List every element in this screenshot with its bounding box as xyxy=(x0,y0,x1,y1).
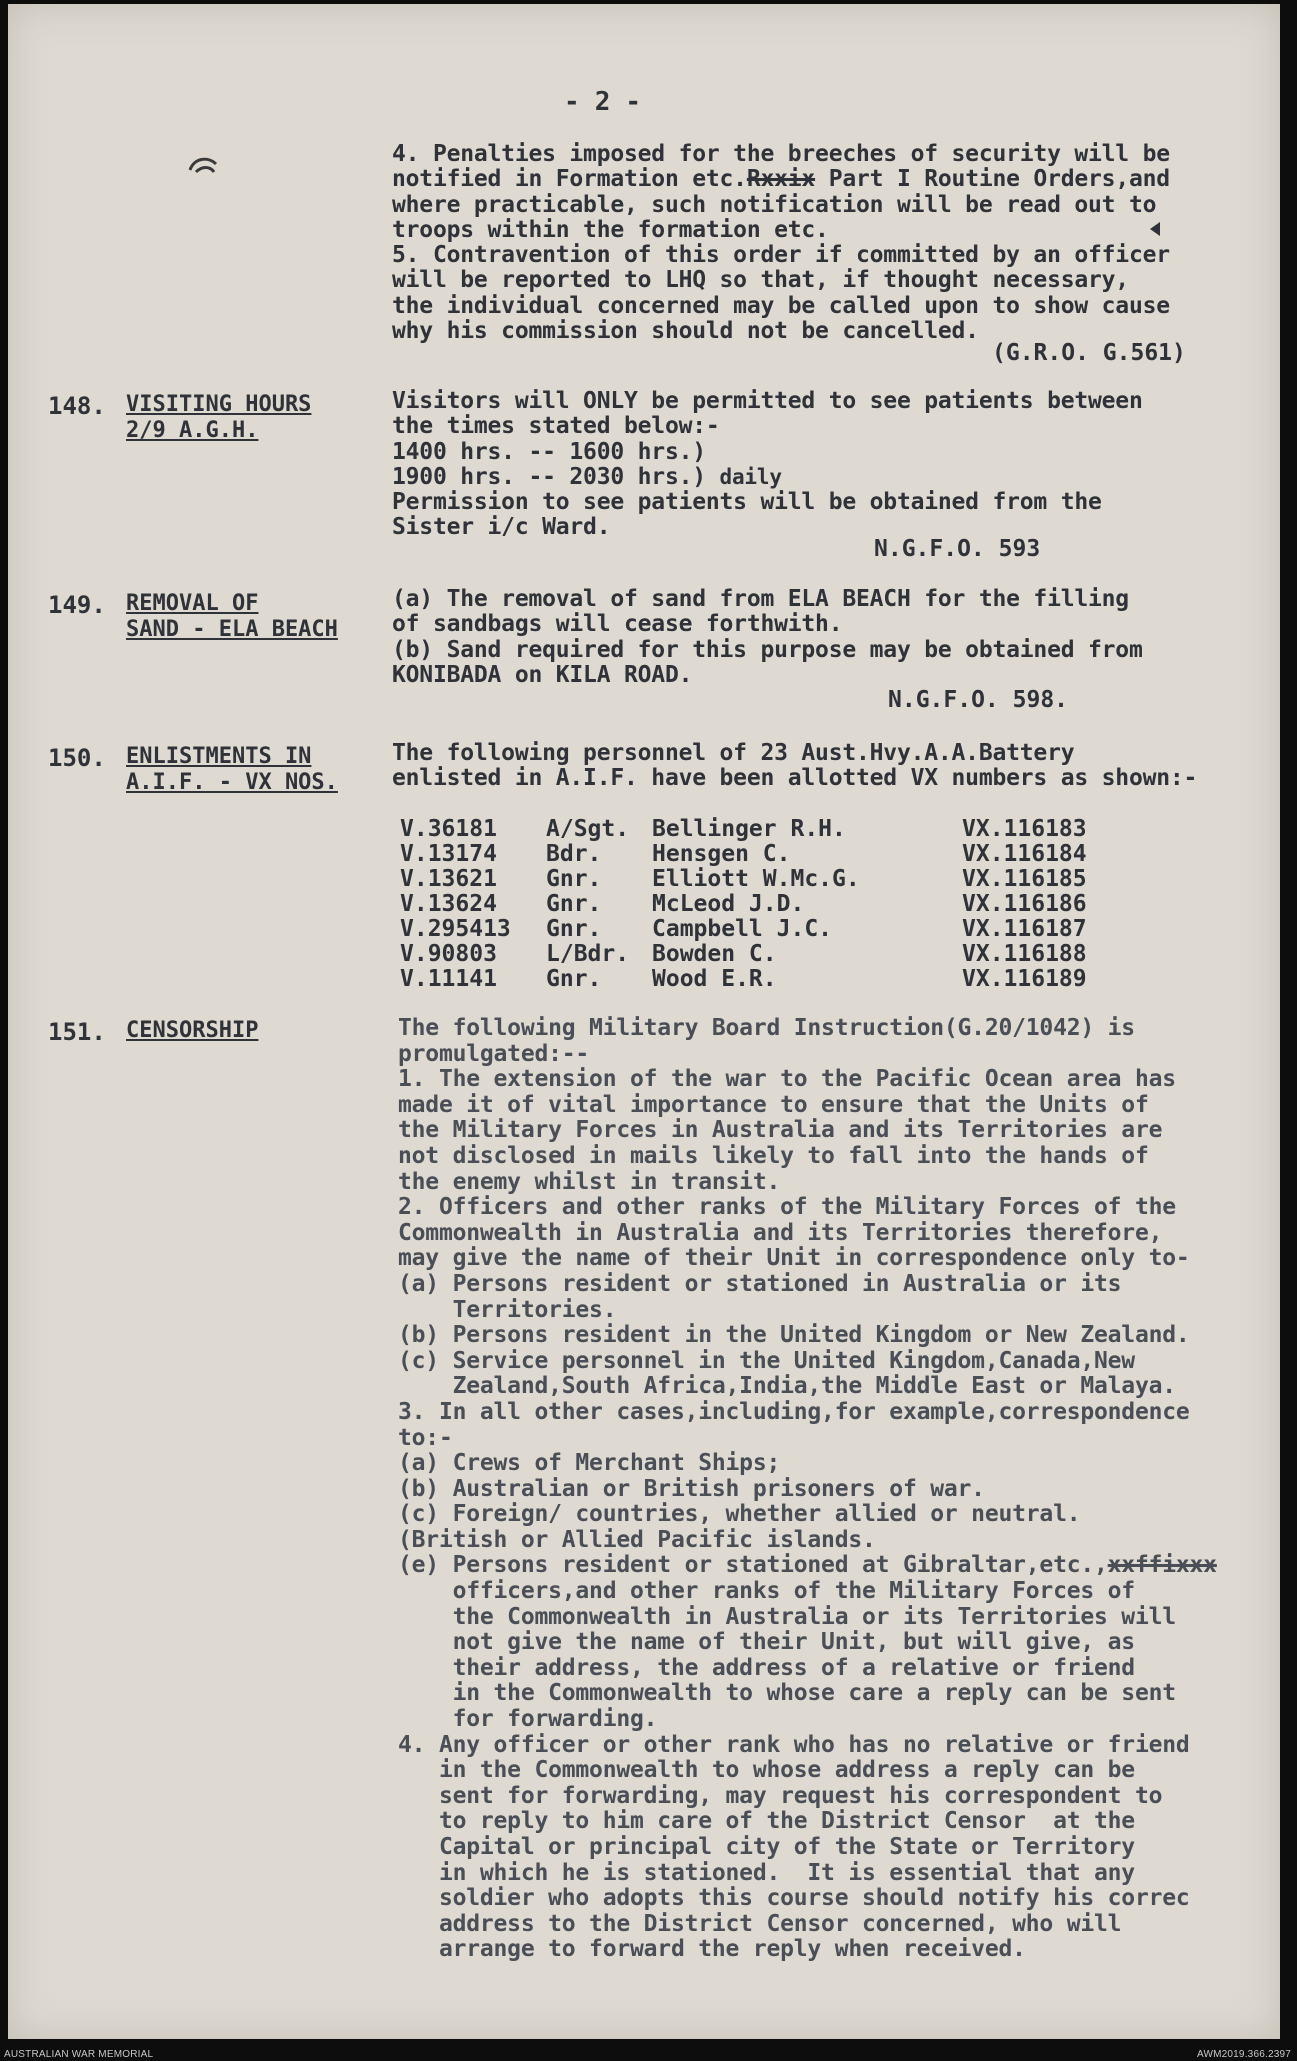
personnel-old: V.295413 xyxy=(400,916,511,942)
intro-line: where practicable, such notification will be read out to xyxy=(392,191,1157,218)
personnel-vx: VX.116187 xyxy=(962,916,1087,942)
body-line: 1400 hrs. -- 1600 hrs.) xyxy=(392,438,706,465)
intro-text: Part I Routine Orders,and xyxy=(815,166,1170,193)
body-line: address to the District Censor concerned, who will xyxy=(398,1910,1122,1937)
heading-line: VISITING HOURS xyxy=(126,392,312,417)
section-150-number: 150. xyxy=(48,744,106,772)
intro-text: notified in Formation etc. xyxy=(392,166,747,193)
personnel-rank: Gnr. xyxy=(546,966,602,992)
body-line: enlisted in A.I.F. have been allotted VX numbers as shown:- xyxy=(392,765,1198,792)
body-line: not disclosed in mails likely to fall into the hands of xyxy=(398,1142,1149,1169)
footer-archive-label: AUSTRALIAN WAR MEMORIAL xyxy=(4,2049,154,2060)
pencil-mark-icon xyxy=(186,152,222,178)
section-148-reference: N.G.F.O. 593 xyxy=(874,536,1041,562)
body-line: (b) Australian or British prisoners of war. xyxy=(398,1475,985,1502)
personnel-row xyxy=(400,867,1102,892)
body-line: may give the name of their Unit in correspondence only to- xyxy=(398,1245,1190,1272)
personnel-rank: A/Sgt. xyxy=(546,816,630,842)
body-line: Capital or principal city of the State or Territory xyxy=(398,1834,1135,1860)
body-line: (a) Persons resident or stationed in Australia or its xyxy=(398,1270,1122,1297)
personnel-old: V.11141 xyxy=(400,966,497,992)
body-line: (c) Service personnel in the United Kingdom,Canada,New xyxy=(398,1347,1135,1374)
personnel-name: McLeod J.D. xyxy=(652,891,805,917)
body-line: The following Military Board Instruction(G.20/1042) is xyxy=(398,1015,1135,1041)
page-number: - 2 - xyxy=(564,87,641,117)
body-line: (a) The removal of sand from ELA BEACH for the filling xyxy=(392,586,1129,612)
section-151-body xyxy=(398,1016,1278,1963)
body-line: of sandbags will cease forthwith. xyxy=(392,611,843,638)
body-line: 4. Any officer or other rank who has no relative or friend xyxy=(398,1731,1190,1758)
personnel-old: V.36181 xyxy=(400,816,497,842)
document-page xyxy=(8,4,1280,2039)
section-149-number: 149. xyxy=(48,591,106,619)
body-line: (b) Persons resident in the United Kingdom or New Zealand. xyxy=(398,1322,1190,1349)
intro-line: the individual concerned may be called upon to show cause xyxy=(392,292,1170,319)
daily-label: daily xyxy=(719,464,782,489)
personnel-name: Wood E.R. xyxy=(652,966,777,992)
personnel-vx: VX.116189 xyxy=(962,966,1087,992)
body-line: the enemy whilst in transit. xyxy=(398,1168,781,1195)
section-151-number: 151. xyxy=(48,1018,106,1046)
personnel-rank: Gnr. xyxy=(546,891,602,917)
personnel-row xyxy=(400,917,1102,942)
personnel-vx: VX.116188 xyxy=(962,941,1087,967)
body-line: arrange to forward the reply when received. xyxy=(398,1936,1026,1963)
body-line: not give the name of their Unit, but will give, as xyxy=(398,1629,1135,1656)
personnel-row xyxy=(400,817,1102,842)
personnel-old: V.13621 xyxy=(400,866,497,892)
personnel-rank: L/Bdr. xyxy=(546,941,630,967)
body-line: in the Commonwealth to whose address a reply can be xyxy=(398,1757,1135,1784)
intro-line: will be reported to LHQ so that, if thought necessary, xyxy=(392,267,1129,294)
body-line: sent for forwarding, may request his correspondent to xyxy=(398,1782,1163,1809)
section-148-number: 148. xyxy=(48,392,106,420)
footer-accession-number: AWM2019.366.2397 xyxy=(1196,2049,1291,2060)
body-line: made it of vital importance to ensure that the Units of xyxy=(398,1091,1149,1118)
body-line: soldier who adopts this course should notify his correc xyxy=(398,1885,1190,1912)
intro-line: 4. Penalties imposed for the breeches of security will be xyxy=(392,141,1170,167)
struck-text: xxffixxx xyxy=(1107,1552,1217,1579)
personnel-row xyxy=(400,842,1102,867)
body-line: Permission to see patients will be obtained from the xyxy=(392,489,1102,516)
intro-line xyxy=(392,167,1272,192)
heading-line: A.I.F. - VX NOS. xyxy=(126,770,338,795)
personnel-name: Bowden C. xyxy=(652,941,777,967)
body-line: in which he is stationed. It is essential that any xyxy=(398,1859,1135,1886)
body-text: (e) Persons resident or stationed at Gibraltar,etc., xyxy=(398,1552,1108,1579)
body-line: (British or Allied Pacific islands. xyxy=(398,1526,876,1553)
personnel-vx: VX.116185 xyxy=(962,866,1087,892)
personnel-rank: Bdr. xyxy=(546,841,602,867)
body-line: for forwarding. xyxy=(398,1706,658,1733)
body-line: (c) Foreign/ countries, whether allied or neutral. xyxy=(398,1501,1081,1528)
personnel-old: V.13174 xyxy=(400,841,497,867)
arrow-mark-icon xyxy=(1146,220,1164,238)
intro-paragraph xyxy=(392,142,1272,344)
body-line: the Commonwealth in Australia or its Territories will xyxy=(398,1603,1176,1630)
personnel-rank: Gnr. xyxy=(546,866,602,892)
personnel-old: V.13624 xyxy=(400,891,497,917)
body-line: Visitors will ONLY be permitted to see patients between xyxy=(392,388,1143,414)
body-line: Territories. xyxy=(398,1296,617,1323)
body-line: to:- xyxy=(398,1424,453,1451)
personnel-vx: VX.116183 xyxy=(962,816,1087,842)
body-line: to reply to him care of the District Censor at the xyxy=(398,1808,1135,1835)
body-line xyxy=(392,465,1272,490)
body-line: Commonwealth in Australia and its Territories therefore, xyxy=(398,1219,1163,1246)
body-line: 1. The extension of the war to the Pacific Ocean area has xyxy=(398,1066,1176,1093)
section-150-heading xyxy=(126,744,338,796)
personnel-row xyxy=(400,892,1102,917)
section-148-heading xyxy=(126,392,311,444)
section-151-heading: CENSORSHIP xyxy=(126,1018,259,1043)
intro-line: why his commission should not be cancelled. xyxy=(392,318,979,345)
personnel-name: Hensgen C. xyxy=(652,841,791,867)
body-line: in the Commonwealth to whose care a reply can be sent xyxy=(398,1680,1176,1707)
section-149-reference: N.G.F.O. 598. xyxy=(888,687,1069,713)
body-text: 1900 hrs. -- 2030 hrs.) xyxy=(392,463,706,490)
body-line xyxy=(398,1553,1278,1579)
personnel-table xyxy=(400,817,1102,992)
personnel-name: Bellinger R.H. xyxy=(652,816,846,842)
body-line: KONIBADA on KILA ROAD. xyxy=(392,661,693,688)
heading-line: 2/9 A.G.H. xyxy=(126,418,259,443)
section-150-body xyxy=(392,741,1272,792)
personnel-vx: VX.116186 xyxy=(962,891,1087,917)
heading-line: ENLISTMENTS IN xyxy=(126,744,312,769)
body-line: officers,and other ranks of the Military Forces of xyxy=(398,1578,1135,1605)
body-line: promulgated:-- xyxy=(398,1040,590,1067)
section-149-body xyxy=(392,587,1272,688)
intro-line: 5. Contravention of this order if committed by an officer xyxy=(392,242,1170,269)
body-line: their address, the address of a relative or friend xyxy=(398,1654,1135,1681)
heading-line: REMOVAL OF xyxy=(126,591,259,616)
section-149-heading xyxy=(126,591,338,643)
personnel-row xyxy=(400,942,1102,967)
body-line: (b) Sand required for this purpose may be obtained from xyxy=(392,636,1143,663)
body-line: Sister i/c Ward. xyxy=(392,514,611,541)
body-line: the Military Forces in Australia and its Territories are xyxy=(398,1117,1163,1144)
personnel-name: Elliott W.Mc.G. xyxy=(652,866,860,892)
section-148-body xyxy=(392,389,1272,541)
intro-reference: (G.R.O. G.561) xyxy=(992,340,1186,366)
body-line: (a) Crews of Merchant Ships; xyxy=(398,1450,781,1477)
body-line: 2. Officers and other ranks of the Military Forces of the xyxy=(398,1194,1176,1221)
body-line: 3. In all other cases,including,for example,correspondence xyxy=(398,1398,1190,1425)
personnel-rank: Gnr. xyxy=(546,916,602,942)
personnel-vx: VX.116184 xyxy=(962,841,1087,867)
heading-line: SAND - ELA BEACH xyxy=(126,617,338,642)
personnel-row xyxy=(400,967,1102,992)
personnel-old: V.90803 xyxy=(400,941,497,967)
struck-text: Rxxix xyxy=(746,166,816,193)
body-line: The following personnel of 23 Aust.Hvy.A.A.Battery xyxy=(392,740,1075,766)
body-line: the times stated below:- xyxy=(392,413,720,440)
intro-line: troops within the formation etc. xyxy=(392,216,829,243)
body-line: Zealand,South Africa,India,the Middle East or Malaya. xyxy=(398,1373,1176,1400)
personnel-name: Campbell J.C. xyxy=(652,916,833,942)
